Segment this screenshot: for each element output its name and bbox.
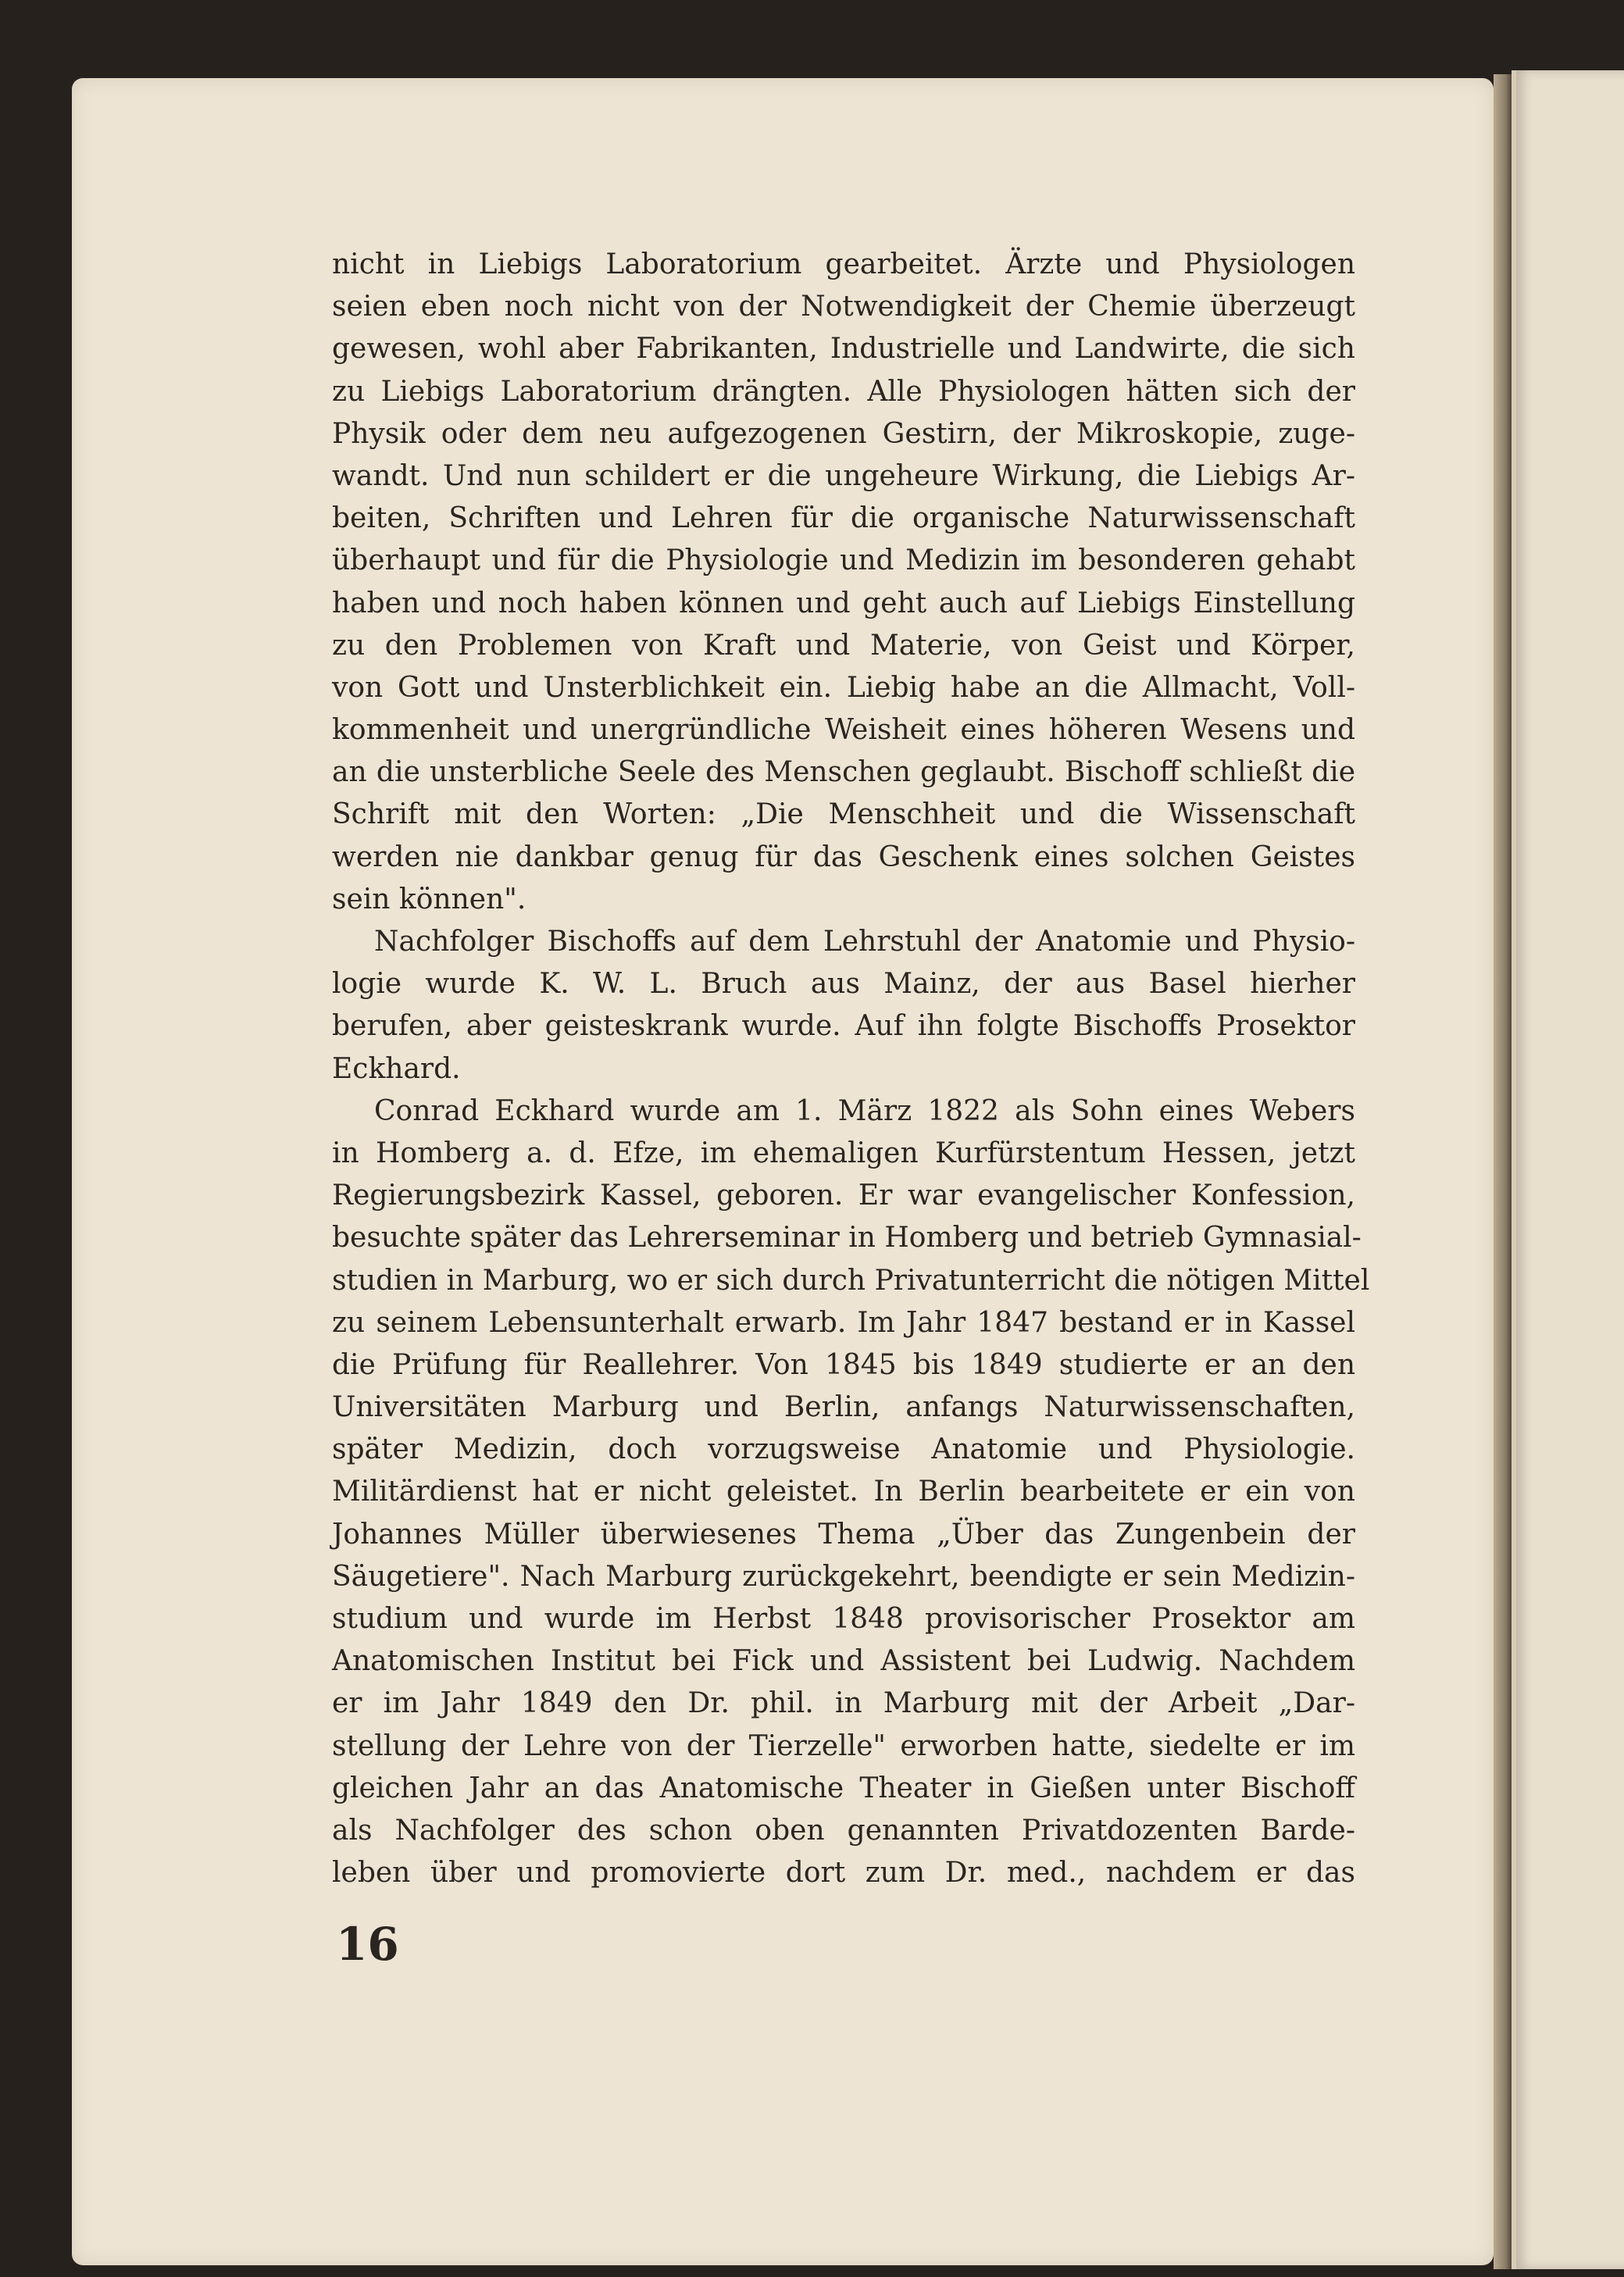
text-line: als Nachfolger des schon oben genannten Privatdozenten Barde- xyxy=(332,1814,1355,1847)
text-line: in Homberg a. d. Efze, im ehemaligen Kurfürstentum Hessen, jetzt xyxy=(332,1137,1355,1169)
page-number: 16 xyxy=(336,1918,399,1971)
text-line: nicht in Liebigs Laboratorium gearbeitet. Ärzte und Physiologen xyxy=(332,248,1355,280)
text-line: leben über und promovierte dort zum Dr. med., nachdem er das xyxy=(332,1857,1355,1890)
text-line: sein können". xyxy=(332,883,526,915)
text-line: an die unsterbliche Seele des Menschen geglaubt. Bischoff schließt die xyxy=(332,756,1355,789)
text-line: zu Liebigs Laboratorium drängten. Alle Physiologen hätten sich der xyxy=(332,375,1355,408)
text-line: besuchte später das Lehrerseminar in Homberg und betrieb Gymnasial- xyxy=(332,1222,1362,1254)
facing-page-edge xyxy=(1512,70,1624,2269)
text-line: stellung der Lehre von der Tierzelle" erworben hatte, siedelte er im xyxy=(332,1729,1355,1762)
text-line: logie wurde K. W. L. Bruch aus Mainz, der aus Basel hierher xyxy=(332,968,1355,1001)
text-line: Conrad Eckhard wurde am 1. März 1822 als Sohn eines Webers xyxy=(374,1094,1355,1127)
text-line: später Medizin, doch vorzugsweise Anatomie und Physiologie. xyxy=(332,1433,1355,1466)
text-line: gewesen, wohl aber Fabrikanten, Industrielle und Landwirte, die sich xyxy=(332,333,1355,366)
text-line: Regierungsbezirk Kassel, geboren. Er war evangelischer Konfession, xyxy=(332,1180,1355,1212)
text-line: studium und wurde im Herbst 1848 provisorischer Prosektor am xyxy=(332,1603,1355,1635)
text-line: überhaupt und für die Physiologie und Medizin im besonderen gehabt xyxy=(332,544,1355,577)
text-line: beiten, Schriften und Lehren für die organische Naturwissenschaft xyxy=(332,502,1355,535)
text-line: Physik oder dem neu aufgezogenen Gestirn, der Mikroskopie, zuge- xyxy=(332,417,1355,450)
text-line: werden nie dankbar genug für das Geschenk eines solchen Geistes xyxy=(332,840,1355,873)
text-line: studien in Marburg, wo er sich durch Privatunterricht die nötigen Mittel xyxy=(332,1264,1370,1297)
text-line: Militärdienst hat er nicht geleistet. In Berlin bearbeitete er ein von xyxy=(332,1476,1355,1508)
text-line: Eckhard. xyxy=(332,1052,461,1085)
text-line: berufen, aber geisteskrank wurde. Auf ihn folgte Bischoffs Prosektor xyxy=(332,1010,1355,1043)
text-line: Universitäten Marburg und Berlin, anfangs Naturwissenschaften, xyxy=(332,1391,1355,1424)
text-line: er im Jahr 1849 den Dr. phil. in Marburg mit der Arbeit „Dar- xyxy=(332,1687,1355,1720)
text-line: Johannes Müller überwiesenes Thema „Über das Zungenbein der xyxy=(332,1518,1355,1551)
text-line: seien eben noch nicht von der Notwendigkeit der Chemie überzeugt xyxy=(332,291,1355,323)
text-line: Anatomischen Institut bei Fick und Assistent bei Ludwig. Nachdem xyxy=(332,1645,1355,1678)
text-line: Nachfolger Bischoffs auf dem Lehrstuhl der Anatomie und Physio- xyxy=(374,926,1355,958)
text-line: Schrift mit den Worten: „Die Menschheit und die Wissenschaft xyxy=(332,798,1355,831)
text-line: die Prüfung für Reallehrer. Von 1845 bis 1849 studierte er an den xyxy=(332,1348,1355,1381)
text-line: kommenheit und unergründliche Weisheit eines höheren Wesens und xyxy=(332,714,1355,747)
text-line: zu seinem Lebensunterhalt erwarb. Im Jahr 1847 bestand er in Kassel xyxy=(332,1306,1355,1339)
body-text xyxy=(332,244,1370,1894)
text-line: zu den Problemen von Kraft und Materie, von Geist und Körper, xyxy=(332,629,1355,662)
text-line: gleichen Jahr an das Anatomische Theater in Gießen unter Bischoff xyxy=(332,1772,1355,1804)
text-line: Säugetiere". Nach Marburg zurückgekehrt, beendigte er sein Medizin- xyxy=(332,1560,1355,1593)
text-line: wandt. Und nun schildert er die ungeheure Wirkung, die Liebigs Ar- xyxy=(332,459,1355,492)
text-line: haben und noch haben können und geht auch auf Liebigs Einstellung xyxy=(332,587,1355,619)
text-line: von Gott und Unsterblichkeit ein. Liebig habe an die Allmacht, Voll- xyxy=(332,671,1355,704)
